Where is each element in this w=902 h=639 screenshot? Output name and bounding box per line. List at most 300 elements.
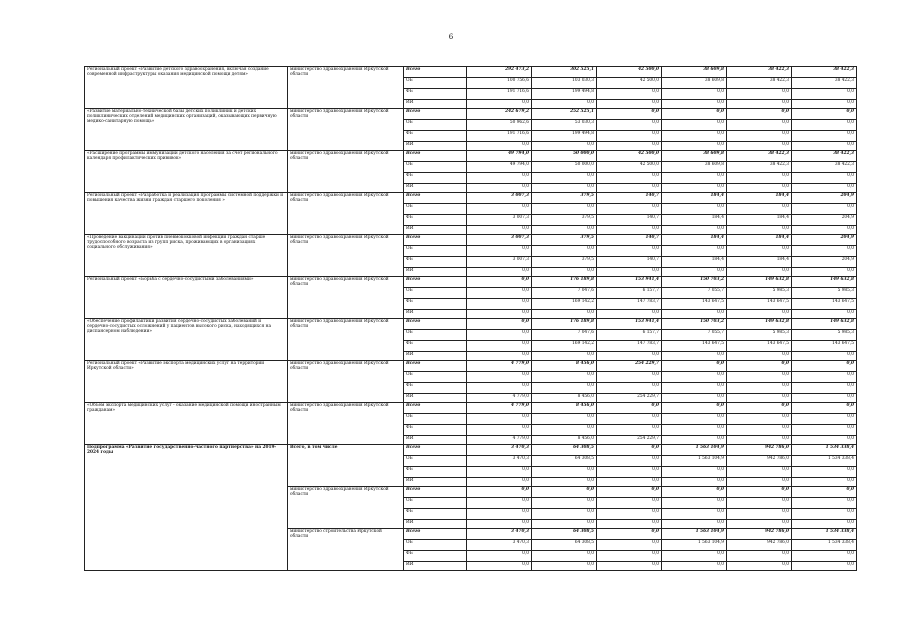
value-cell: 149 632,8 bbox=[727, 319, 792, 330]
value-cell: 0,0 bbox=[467, 319, 532, 330]
value-cell: 0,0 bbox=[597, 142, 662, 151]
value-cell: 0,0 bbox=[662, 310, 727, 319]
value-cell: 4 779,0 bbox=[467, 436, 532, 445]
source-cell: Всего bbox=[404, 487, 467, 498]
value-cell: 0,0 bbox=[727, 352, 792, 361]
value-cell: 0,0 bbox=[727, 142, 792, 151]
value-cell: 42 500,0 bbox=[597, 67, 662, 78]
value-cell: 0,0 bbox=[727, 226, 792, 235]
source-cell: ИИ bbox=[404, 100, 467, 109]
value-cell: 184,4 bbox=[727, 193, 792, 204]
table-row bbox=[85, 445, 857, 456]
value-cell: 0,0 bbox=[532, 414, 597, 425]
source-cell: ФБ bbox=[404, 425, 467, 436]
value-cell: 0,0 bbox=[727, 361, 792, 372]
value-cell: 0,0 bbox=[792, 403, 857, 414]
value-cell: 0,0 bbox=[792, 89, 857, 100]
value-cell: 0,0 bbox=[792, 100, 857, 109]
table-row bbox=[85, 319, 857, 330]
item-name: Региональный проект «Разработка и реализация программы системной поддержки и повышения качества жизни граждан старшего поколения » bbox=[85, 193, 288, 235]
source-cell: ФБ bbox=[404, 215, 467, 226]
value-cell: 0,0 bbox=[597, 498, 662, 509]
value-cell: 0,0 bbox=[532, 226, 597, 235]
value-cell: 184,4 bbox=[727, 235, 792, 246]
value-cell: 199 494,8 bbox=[532, 89, 597, 100]
value-cell: 0,0 bbox=[662, 142, 727, 151]
source-cell: ИИ bbox=[404, 562, 467, 571]
executor-cell: министерство строительства Иркутской области bbox=[288, 529, 404, 571]
source-cell: ОБ bbox=[404, 372, 467, 383]
value-cell: 0,0 bbox=[662, 403, 727, 414]
value-cell: 0,0 bbox=[532, 425, 597, 436]
value-cell: 0,0 bbox=[467, 498, 532, 509]
value-cell: 0,0 bbox=[467, 204, 532, 215]
source-cell: ИИ bbox=[404, 226, 467, 235]
value-cell: 49 794,0 bbox=[467, 162, 532, 173]
value-cell: 0,0 bbox=[792, 551, 857, 562]
value-cell: 0,0 bbox=[792, 361, 857, 372]
value-cell: 0,0 bbox=[792, 520, 857, 529]
source-cell: Всего bbox=[404, 193, 467, 204]
source-cell: ИИ bbox=[404, 184, 467, 193]
value-cell: 184,4 bbox=[727, 215, 792, 226]
value-cell: 0,0 bbox=[532, 372, 597, 383]
value-cell: 64 308,5 bbox=[532, 540, 597, 551]
value-cell: 0,0 bbox=[662, 436, 727, 445]
executor-cell: министерство здравоохранения Иркутской области bbox=[288, 361, 404, 403]
value-cell: 0,0 bbox=[662, 414, 727, 425]
source-cell: ОБ bbox=[404, 330, 467, 341]
value-cell: 0,0 bbox=[727, 383, 792, 394]
value-cell: 0,0 bbox=[467, 310, 532, 319]
value-cell: 0,0 bbox=[727, 562, 792, 571]
table-row bbox=[85, 151, 857, 162]
source-cell: ОБ bbox=[404, 162, 467, 173]
value-cell: 1 534 338,4 bbox=[792, 529, 857, 540]
value-cell: 0,0 bbox=[662, 246, 727, 257]
value-cell: 169 142,2 bbox=[532, 341, 597, 352]
value-cell: 0,0 bbox=[662, 509, 727, 520]
value-cell: 254 229,7 bbox=[597, 361, 662, 372]
value-cell: 0,0 bbox=[597, 120, 662, 131]
value-cell: 149 632,8 bbox=[792, 319, 857, 330]
value-cell: 0,0 bbox=[662, 89, 727, 100]
value-cell: 0,0 bbox=[662, 361, 727, 372]
value-cell: 0,0 bbox=[597, 372, 662, 383]
value-cell: 0,0 bbox=[597, 352, 662, 361]
value-cell: 0,0 bbox=[467, 142, 532, 151]
value-cell: 191 716,6 bbox=[467, 89, 532, 100]
value-cell: 0,0 bbox=[532, 173, 597, 184]
value-cell: 3 470,3 bbox=[467, 540, 532, 551]
value-cell: 0,0 bbox=[727, 487, 792, 498]
value-cell: 0,0 bbox=[597, 100, 662, 109]
value-cell: 0,0 bbox=[532, 478, 597, 487]
source-cell: ФБ bbox=[404, 509, 467, 520]
value-cell: 0,0 bbox=[532, 100, 597, 109]
value-cell: 3 007,3 bbox=[467, 215, 532, 226]
value-cell: 140,7 bbox=[597, 215, 662, 226]
value-cell: 0,0 bbox=[792, 310, 857, 319]
value-cell: 0,0 bbox=[792, 509, 857, 520]
table-row bbox=[85, 109, 857, 120]
value-cell: 140,7 bbox=[597, 235, 662, 246]
value-cell: 379,5 bbox=[532, 257, 597, 268]
value-cell: 0,0 bbox=[727, 268, 792, 277]
value-cell: 0,0 bbox=[597, 562, 662, 571]
value-cell: 379,5 bbox=[532, 193, 597, 204]
source-cell: Всего bbox=[404, 445, 467, 456]
value-cell: 0,0 bbox=[467, 246, 532, 257]
value-cell: 7 055,7 bbox=[662, 330, 727, 341]
value-cell: 153 941,4 bbox=[597, 319, 662, 330]
value-cell: 143 647,5 bbox=[727, 341, 792, 352]
value-cell: 0,0 bbox=[792, 173, 857, 184]
value-cell: 0,0 bbox=[597, 425, 662, 436]
value-cell: 0,0 bbox=[727, 131, 792, 142]
value-cell: 176 189,8 bbox=[532, 277, 597, 288]
value-cell: 0,0 bbox=[597, 456, 662, 467]
value-cell: 0,0 bbox=[792, 414, 857, 425]
value-cell: 0,0 bbox=[532, 383, 597, 394]
value-cell: 38 422,3 bbox=[792, 162, 857, 173]
value-cell: 0,0 bbox=[662, 184, 727, 193]
value-cell: 0,0 bbox=[597, 487, 662, 498]
source-cell: Всего bbox=[404, 319, 467, 330]
value-cell: 1 563 104,9 bbox=[662, 456, 727, 467]
value-cell: 0,0 bbox=[597, 89, 662, 100]
value-cell: 204,9 bbox=[792, 215, 857, 226]
table-row bbox=[85, 361, 857, 372]
value-cell: 5 985,3 bbox=[792, 288, 857, 299]
source-cell: ИИ bbox=[404, 436, 467, 445]
value-cell: 64 308,5 bbox=[532, 445, 597, 456]
value-cell: 0,0 bbox=[792, 487, 857, 498]
source-cell: ФБ bbox=[404, 551, 467, 562]
value-cell: 3 470,3 bbox=[467, 445, 532, 456]
value-cell: 140,7 bbox=[597, 257, 662, 268]
value-cell: 0,0 bbox=[597, 246, 662, 257]
value-cell: 0,0 bbox=[467, 277, 532, 288]
value-cell: 0,0 bbox=[662, 394, 727, 403]
value-cell: 0,0 bbox=[792, 131, 857, 142]
value-cell: 38 609,8 bbox=[662, 162, 727, 173]
value-cell: 0,0 bbox=[662, 352, 727, 361]
value-cell: 0,0 bbox=[662, 551, 727, 562]
source-cell: ОБ bbox=[404, 288, 467, 299]
value-cell: 0,0 bbox=[532, 246, 597, 257]
value-cell: 38 422,3 bbox=[727, 78, 792, 89]
value-cell: 0,0 bbox=[662, 383, 727, 394]
source-cell: ОБ bbox=[404, 204, 467, 215]
value-cell: 0,0 bbox=[597, 131, 662, 142]
value-cell: 0,0 bbox=[532, 562, 597, 571]
value-cell: 0,0 bbox=[727, 551, 792, 562]
value-cell: 0,0 bbox=[727, 204, 792, 215]
value-cell: 0,0 bbox=[597, 226, 662, 235]
value-cell: 0,0 bbox=[662, 204, 727, 215]
value-cell: 0,0 bbox=[467, 478, 532, 487]
value-cell: 0,0 bbox=[727, 498, 792, 509]
value-cell: 50 000,0 bbox=[532, 151, 597, 162]
value-cell: 0,0 bbox=[727, 425, 792, 436]
value-cell: 8 456,0 bbox=[532, 394, 597, 403]
value-cell: 204,9 bbox=[792, 235, 857, 246]
value-cell: 0,0 bbox=[532, 268, 597, 277]
value-cell: 0,0 bbox=[727, 100, 792, 109]
value-cell: 4 779,0 bbox=[467, 403, 532, 414]
value-cell: 176 189,8 bbox=[532, 319, 597, 330]
source-cell: ФБ bbox=[404, 89, 467, 100]
value-cell: 0,0 bbox=[467, 562, 532, 571]
value-cell: 184,4 bbox=[727, 257, 792, 268]
value-cell: 0,0 bbox=[662, 109, 727, 120]
value-cell: 0,0 bbox=[467, 520, 532, 529]
value-cell: 0,0 bbox=[467, 487, 532, 498]
page-number: 6 bbox=[448, 33, 454, 41]
value-cell: 0,0 bbox=[597, 540, 662, 551]
source-cell: ОБ bbox=[404, 498, 467, 509]
value-cell: 0,0 bbox=[792, 383, 857, 394]
value-cell: 0,0 bbox=[597, 310, 662, 319]
value-cell: 38 422,3 bbox=[792, 67, 857, 78]
value-cell: 143 647,5 bbox=[727, 299, 792, 310]
source-cell: ОБ bbox=[404, 456, 467, 467]
source-cell: Всего bbox=[404, 109, 467, 120]
source-cell: Всего bbox=[404, 403, 467, 414]
value-cell: 1 534 338,4 bbox=[792, 456, 857, 467]
value-cell: 42 500,0 bbox=[597, 151, 662, 162]
value-cell: 140,7 bbox=[597, 193, 662, 204]
value-cell: 0,0 bbox=[597, 173, 662, 184]
value-cell: 184,4 bbox=[662, 193, 727, 204]
executor-cell: министерство здравоохранения Иркутской области bbox=[288, 193, 404, 235]
value-cell: 0,0 bbox=[727, 520, 792, 529]
source-cell: ФБ bbox=[404, 257, 467, 268]
value-cell: 1 563 104,9 bbox=[662, 540, 727, 551]
value-cell: 0,0 bbox=[792, 142, 857, 151]
value-cell: 0,0 bbox=[532, 509, 597, 520]
value-cell: 103 030,3 bbox=[532, 78, 597, 89]
value-cell: 0,0 bbox=[467, 467, 532, 478]
source-cell: ИИ bbox=[404, 310, 467, 319]
value-cell: 252 525,1 bbox=[532, 109, 597, 120]
value-cell: 0,0 bbox=[532, 352, 597, 361]
value-cell: 8 456,0 bbox=[532, 403, 597, 414]
value-cell: 5 985,3 bbox=[727, 288, 792, 299]
value-cell: 0,0 bbox=[792, 226, 857, 235]
table-row bbox=[85, 403, 857, 414]
value-cell: 292 473,2 bbox=[467, 67, 532, 78]
item-name: Региональный проект «Борьба с сердечно-сосудистыми заболеваниями» bbox=[85, 277, 288, 319]
value-cell: 149 632,8 bbox=[792, 277, 857, 288]
item-name: Региональный проект «Развитие детского здравоохранения, включая создание современной инфраструктуры оказания медицинской помощи детям» bbox=[85, 67, 288, 109]
value-cell: 0,0 bbox=[792, 352, 857, 361]
value-cell: 0,0 bbox=[467, 352, 532, 361]
executor-cell: министерство здравоохранения Иркутской области bbox=[288, 235, 404, 277]
value-cell: 8 456,0 bbox=[532, 436, 597, 445]
value-cell: 379,5 bbox=[532, 235, 597, 246]
value-cell: 191 716,6 bbox=[467, 131, 532, 142]
source-cell: ИИ bbox=[404, 268, 467, 277]
source-cell: ОБ bbox=[404, 78, 467, 89]
value-cell: 143 647,5 bbox=[792, 299, 857, 310]
value-cell: 0,0 bbox=[727, 478, 792, 487]
item-name: Региональный проект «Развитие экспорта медицинских услуг на территории Иркутской области» bbox=[85, 361, 288, 403]
value-cell: 0,0 bbox=[792, 467, 857, 478]
source-cell: Всего bbox=[404, 277, 467, 288]
item-name: «Расширение программы иммунизации детского населения за счет регионального календаря профилактических прививок» bbox=[85, 151, 288, 193]
value-cell: 0,0 bbox=[792, 204, 857, 215]
value-cell: 0,0 bbox=[467, 509, 532, 520]
source-cell: Всего bbox=[404, 67, 467, 78]
value-cell: 0,0 bbox=[727, 246, 792, 257]
executor-cell: министерство здравоохранения Иркутской области bbox=[288, 109, 404, 151]
source-cell: Всего bbox=[404, 529, 467, 540]
value-cell: 0,0 bbox=[727, 436, 792, 445]
value-cell: 7 055,7 bbox=[662, 288, 727, 299]
value-cell: 0,0 bbox=[467, 551, 532, 562]
value-cell: 42 500,0 bbox=[597, 78, 662, 89]
executor-cell: министерство здравоохранения Иркутской области bbox=[288, 277, 404, 319]
value-cell: 0,0 bbox=[727, 414, 792, 425]
financing-table bbox=[84, 66, 857, 571]
value-cell: 38 609,8 bbox=[662, 67, 727, 78]
value-cell: 0,0 bbox=[662, 268, 727, 277]
value-cell: 0,0 bbox=[597, 403, 662, 414]
value-cell: 0,0 bbox=[467, 288, 532, 299]
value-cell: 0,0 bbox=[727, 173, 792, 184]
source-cell: ИИ bbox=[404, 394, 467, 403]
value-cell: 0,0 bbox=[792, 120, 857, 131]
value-cell: 0,0 bbox=[597, 529, 662, 540]
value-cell: 153 941,4 bbox=[597, 277, 662, 288]
value-cell: 0,0 bbox=[727, 403, 792, 414]
executor-cell: Всего, в том числе bbox=[288, 445, 404, 487]
value-cell: 0,0 bbox=[467, 173, 532, 184]
value-cell: 0,0 bbox=[467, 425, 532, 436]
source-cell: ФБ bbox=[404, 173, 467, 184]
value-cell: 0,0 bbox=[662, 131, 727, 142]
value-cell: 0,0 bbox=[662, 226, 727, 235]
value-cell: 0,0 bbox=[727, 467, 792, 478]
value-cell: 38 422,3 bbox=[727, 67, 792, 78]
executor-cell: министерство здравоохранения Иркутской области bbox=[288, 487, 404, 529]
value-cell: 0,0 bbox=[662, 520, 727, 529]
value-cell: 0,0 bbox=[662, 100, 727, 109]
value-cell: 254 229,7 bbox=[597, 394, 662, 403]
value-cell: 0,0 bbox=[532, 467, 597, 478]
value-cell: 0,0 bbox=[727, 310, 792, 319]
value-cell: 143 647,5 bbox=[662, 341, 727, 352]
value-cell: 143 647,5 bbox=[792, 341, 857, 352]
value-cell: 0,0 bbox=[597, 109, 662, 120]
value-cell: 150 703,2 bbox=[662, 277, 727, 288]
executor-cell: министерство здравоохранения Иркутской области bbox=[288, 151, 404, 193]
value-cell: 3 007,3 bbox=[467, 193, 532, 204]
value-cell: 0,0 bbox=[662, 487, 727, 498]
value-cell: 0,0 bbox=[792, 268, 857, 277]
value-cell: 0,0 bbox=[792, 498, 857, 509]
value-cell: 7 047,6 bbox=[532, 288, 597, 299]
value-cell: 184,4 bbox=[662, 257, 727, 268]
item-name: «Проведение вакцинации против пневмококковой инфекции граждан старше трудоспособного возраста из групп риска, проживающих в организациях социального обслуживания» bbox=[85, 235, 288, 277]
value-cell: 942 786,0 bbox=[727, 540, 792, 551]
source-cell: ОБ bbox=[404, 246, 467, 257]
source-cell: ИИ bbox=[404, 520, 467, 529]
value-cell: 169 142,2 bbox=[532, 299, 597, 310]
value-cell: 0,0 bbox=[467, 226, 532, 235]
executor-cell: министерство здравоохранения Иркутской области bbox=[288, 403, 404, 445]
value-cell: 199 494,8 bbox=[532, 131, 597, 142]
value-cell: 242 679,2 bbox=[467, 109, 532, 120]
value-cell: 0,0 bbox=[532, 551, 597, 562]
value-cell: 942 786,0 bbox=[727, 445, 792, 456]
executor-cell: министерство здравоохранения Иркутской области bbox=[288, 319, 404, 361]
value-cell: 0,0 bbox=[727, 372, 792, 383]
value-cell: 7 047,6 bbox=[532, 330, 597, 341]
value-cell: 0,0 bbox=[467, 372, 532, 383]
value-cell: 38 422,3 bbox=[727, 151, 792, 162]
value-cell: 143 647,5 bbox=[662, 299, 727, 310]
value-cell: 53 030,3 bbox=[532, 120, 597, 131]
value-cell: 0,0 bbox=[662, 425, 727, 436]
value-cell: 0,0 bbox=[532, 184, 597, 193]
value-cell: 64 308,5 bbox=[532, 456, 597, 467]
value-cell: 0,0 bbox=[467, 268, 532, 277]
value-cell: 0,0 bbox=[792, 184, 857, 193]
value-cell: 149 632,8 bbox=[727, 277, 792, 288]
value-cell: 0,0 bbox=[467, 184, 532, 193]
value-cell: 204,9 bbox=[792, 257, 857, 268]
value-cell: 0,0 bbox=[662, 372, 727, 383]
value-cell: 0,0 bbox=[532, 204, 597, 215]
value-cell: 0,0 bbox=[597, 268, 662, 277]
value-cell: 3 007,3 bbox=[467, 257, 532, 268]
executor-cell: министерство здравоохранения Иркутской области bbox=[288, 67, 404, 109]
value-cell: 0,0 bbox=[662, 562, 727, 571]
value-cell: 0,0 bbox=[792, 394, 857, 403]
value-cell: 147 783,7 bbox=[597, 299, 662, 310]
source-cell: ФБ bbox=[404, 341, 467, 352]
value-cell: 0,0 bbox=[662, 478, 727, 487]
value-cell: 0,0 bbox=[597, 445, 662, 456]
value-cell: 42 500,0 bbox=[597, 162, 662, 173]
value-cell: 0,0 bbox=[597, 509, 662, 520]
value-cell: 0,0 bbox=[532, 498, 597, 509]
source-cell: ФБ bbox=[404, 131, 467, 142]
value-cell: 8 456,0 bbox=[532, 361, 597, 372]
value-cell: 184,4 bbox=[662, 215, 727, 226]
value-cell: 5 985,3 bbox=[727, 330, 792, 341]
value-cell: 0,0 bbox=[662, 173, 727, 184]
table-row bbox=[85, 277, 857, 288]
value-cell: 254 229,7 bbox=[597, 436, 662, 445]
source-cell: Всего bbox=[404, 361, 467, 372]
item-name: «Развитие материально-технической базы детских поликлиник и детских поликлинических отделений медицинских организаций, оказывающих первичную медико-санитарную помощь» bbox=[85, 109, 288, 151]
value-cell: 0,0 bbox=[727, 394, 792, 403]
value-cell: 0,0 bbox=[467, 100, 532, 109]
value-cell: 4 779,0 bbox=[467, 394, 532, 403]
table-row bbox=[85, 235, 857, 246]
source-cell: ФБ bbox=[404, 383, 467, 394]
source-cell: ОБ bbox=[404, 540, 467, 551]
value-cell: 3 470,3 bbox=[467, 529, 532, 540]
source-cell: Всего bbox=[404, 151, 467, 162]
value-cell: 0,0 bbox=[467, 330, 532, 341]
value-cell: 0,0 bbox=[532, 487, 597, 498]
value-cell: 5 985,3 bbox=[792, 330, 857, 341]
